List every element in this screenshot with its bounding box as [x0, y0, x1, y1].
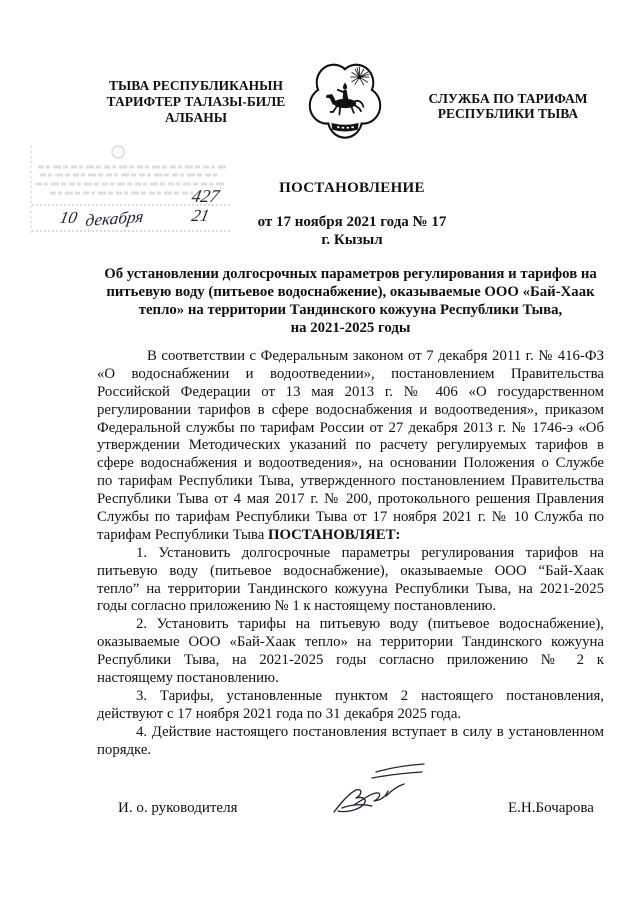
item-line: Республики Тыва, на 2021-2025 годы согласно приложению № 2 к [97, 652, 604, 669]
preamble-line: В соответствии с Федеральным законом от 7 декабря 2011 г. № 416-ФЗ [147, 348, 604, 364]
item-line: тепло” на территории Тандинского кожууна Республики Тыва, на 2021-2025 [97, 580, 604, 597]
preamble-line: Федеральной службы по тарифам России от 27 декабря 2013 г. № 1746-э «Об [97, 419, 604, 436]
document-date-number: от 17 ноября 2021 года № 17 [257, 214, 447, 230]
item-line: настоящему постановлению. [97, 670, 279, 687]
handwritten-signature-icon [328, 760, 428, 818]
preamble [97, 348, 604, 545]
stamp-registration-number: 427 [189, 186, 222, 206]
preamble-line: «О водоснабжении и водоотведении», постановлением Правительства [97, 365, 604, 382]
header-agency-name-tuvan [96, 78, 296, 126]
document-title [97, 265, 604, 337]
preamble-line: сфере водоснабжения и водоотведения», на основании Положения о Службе [97, 455, 604, 472]
header-left-line: АЛБАНЫ [164, 110, 228, 125]
preamble-line: Республики Тыва от 4 мая 2017 г. № 200, протокольного решения Правления [97, 491, 604, 508]
header-right-line: СЛУЖБА ПО ТАРИФАМ [428, 91, 588, 106]
title-line: питьевую воду (питьевое водоснабжение), оказываемые ООО «Бай-Хаак [106, 284, 595, 300]
header-agency-name-russian [408, 91, 608, 121]
document-type: ПОСТАНОВЛЕНИЕ [279, 180, 425, 196]
decree-word: ПОСТАНОВЛЯЕТ: [267, 526, 401, 543]
preamble-line: Службы по тарифам Республики Тыва от 17 ноября 2021 г. № 10 Служба по [97, 509, 604, 526]
signatory-name: Е.Н.Бочарова [508, 800, 594, 816]
item-4 [97, 724, 604, 760]
item-line: 4. Действие настоящего постановления вступает в силу в установленном [136, 723, 604, 740]
document-body [97, 348, 604, 759]
stamp-day: 10 [58, 208, 80, 227]
stamp-year: 21 [190, 206, 212, 225]
item-line: 1. Установить долгосрочные параметры регулирования тарифов на [136, 544, 604, 561]
title-line: тепло» на территории Тандинского кожууна Республики Тыва, [138, 302, 563, 318]
item-line: оказываемые ООО «Бай-Хаак тепло» на территории Тандинского кожууна [97, 634, 604, 651]
item-line: 2. Установить тарифы на питьевую воду (питьевое водоснабжение), [136, 616, 604, 633]
preamble-line: регулировании тарифов в сфере водоснабжения и водоотведения», приказом [97, 401, 604, 418]
header-right-line: РЕСПУБЛИКИ ТЫВА [437, 106, 579, 121]
title-line: Об установлении долгосрочных параметров регулирования и тарифов на [104, 266, 597, 282]
header-left-line: ТАРИФТЕР ТАЛАЗЫ-БИЛЕ [106, 94, 286, 109]
tuva-coat-of-arms-icon [305, 55, 385, 140]
signatory-role: И. о. руководителя [118, 800, 238, 816]
item-1 [97, 545, 604, 617]
item-line: 3. Тарифы, установленные пунктом 2 настоящего постановления, [136, 687, 604, 704]
preamble-line: утверждении Методических указаний по расчету регулируемых тарифов в [97, 437, 604, 454]
stamp-month: декабря [84, 207, 145, 230]
item-3 [97, 688, 604, 724]
document-city: г. Кызыл [321, 232, 383, 248]
item-line: годы согласно приложению № 1 к настоящему постановлению. [97, 598, 497, 615]
preamble-line: Российской Федерации от 13 мая 2013 г. № 406 «О государственном [97, 383, 604, 400]
item-line: питьевую воду (питьевое водоснабжение), оказываемые ООО “Бай-Хаак [97, 562, 604, 579]
title-line: на 2021-2025 годы [290, 320, 411, 336]
preamble-line [97, 527, 604, 545]
header-left-line: ТЫВА РЕСПУБЛИКАНЫН [109, 78, 283, 93]
item-line: порядке. [97, 741, 152, 758]
preamble-line-text: тарифам Республики Тыва [97, 526, 265, 543]
preamble-line: по тарифам Республики Тыва, утвержденного постановлением Правительства [97, 473, 604, 490]
item-line: действуют с 17 ноября 2021 года по 31 декабря 2025 года. [97, 705, 462, 722]
item-2 [97, 616, 604, 688]
